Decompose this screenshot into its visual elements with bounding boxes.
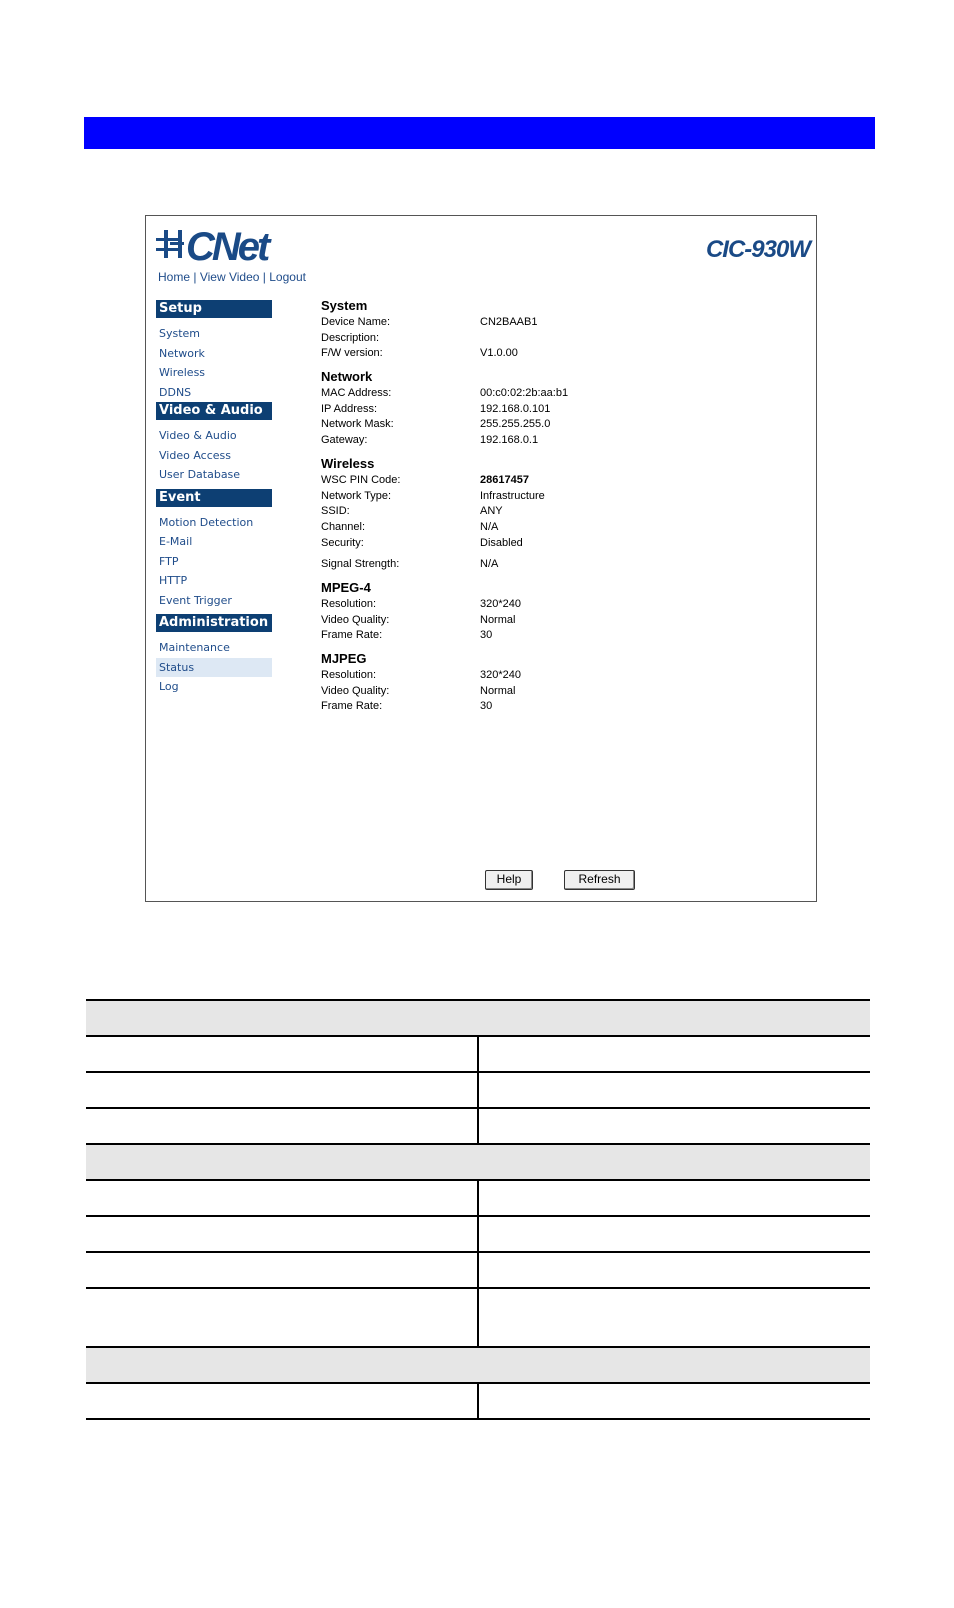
svg-text:CNet: CNet: [186, 225, 268, 268]
status-content: [321, 297, 801, 715]
table-cell: [86, 1252, 478, 1288]
status-row: [321, 346, 801, 362]
status-row: [321, 386, 801, 402]
row-label: Gateway:: [321, 434, 368, 447]
view-video-link[interactable]: View Video: [199, 270, 260, 284]
row-value: CN2BAAB1: [480, 316, 538, 328]
sidebar-item-status[interactable]: Status: [156, 658, 272, 678]
sidebar-item-log[interactable]: Log: [159, 680, 179, 693]
link-separator: |: [262, 270, 266, 284]
sidebar-item-maintenance[interactable]: Maintenance: [159, 641, 230, 654]
table-row: [86, 1252, 870, 1288]
table-section-header: [86, 1347, 870, 1383]
status-row: [321, 402, 801, 418]
table-cell: [86, 1180, 478, 1216]
section-title-network: Network: [321, 369, 373, 385]
table-header-cell: [86, 1144, 870, 1180]
row-value: 255.255.255.0: [480, 418, 551, 431]
row-value: V1.0.00: [480, 347, 518, 360]
status-row: [321, 331, 801, 347]
row-label: Resolution:: [321, 669, 377, 681]
status-row: [321, 684, 801, 700]
row-value: 320*240: [480, 669, 521, 681]
sidebar-item-http[interactable]: HTTP: [159, 574, 188, 587]
status-row: [321, 597, 801, 613]
row-value: Normal: [480, 684, 516, 697]
row-label: Resolution:: [321, 597, 377, 610]
table-cell: [478, 1252, 870, 1288]
table-cell: [478, 1036, 870, 1072]
row-value: N/A: [480, 558, 499, 571]
link-separator: |: [193, 270, 197, 284]
row-label: Frame Rate:: [321, 629, 383, 642]
status-row: [321, 433, 801, 449]
status-row: [321, 699, 801, 715]
sidebar-header-event: Event: [156, 489, 272, 507]
row-label: MAC Address:: [321, 387, 392, 400]
table-row: [86, 1216, 870, 1252]
row-value: Infrastructure: [480, 489, 545, 502]
row-value: 320*240: [480, 597, 521, 610]
table-row: [86, 1383, 870, 1419]
field-description-table: [86, 999, 870, 1420]
table-cell: [478, 1108, 870, 1144]
table-cell: [478, 1180, 870, 1216]
row-value: N/A: [480, 520, 499, 533]
section-title-mpeg4: MPEG-4: [321, 579, 371, 595]
sidebar-item-network[interactable]: Network: [159, 346, 205, 360]
sidebar-item-ddns[interactable]: DDNS: [159, 385, 192, 399]
row-value: 192.168.0.101: [480, 402, 551, 415]
row-label: IP Address:: [321, 402, 378, 415]
section-title-wireless: Wireless: [321, 455, 375, 471]
status-row: [321, 557, 801, 573]
sidebar-header-administration: Administration: [156, 614, 272, 632]
sidebar-item-email[interactable]: E-Mail: [159, 535, 193, 548]
row-value: 192.168.0.1: [480, 434, 539, 447]
table-row: [86, 1180, 870, 1216]
sidebar-item-motion-detection[interactable]: Motion Detection: [159, 515, 254, 529]
row-label: Video Quality:: [321, 613, 390, 626]
row-label: Device Name:: [321, 316, 391, 328]
refresh-button[interactable]: Refresh: [564, 870, 635, 890]
status-row: [321, 668, 801, 684]
table-section-header: [86, 1144, 870, 1180]
row-label: Channel:: [321, 520, 366, 533]
row-label: Video Quality:: [321, 684, 390, 697]
table-cell: [478, 1383, 870, 1419]
table-cell: [86, 1108, 478, 1144]
table-cell: [478, 1216, 870, 1252]
table-section-header: [86, 1000, 870, 1036]
table-row: [86, 1036, 870, 1072]
row-value: Disabled: [480, 536, 523, 549]
row-label: F/W version:: [321, 347, 383, 360]
sidebar: [156, 300, 272, 697]
home-link[interactable]: Home: [158, 270, 191, 284]
status-row: [321, 504, 801, 520]
section-header-bar: [84, 117, 875, 149]
section-title-system: System: [321, 298, 368, 313]
status-row: [321, 628, 801, 644]
table-cell: [478, 1288, 870, 1347]
row-label: WSC PIN Code:: [321, 473, 401, 486]
status-screen: [145, 215, 817, 902]
row-label: Frame Rate:: [321, 700, 383, 713]
logout-link[interactable]: Logout: [269, 270, 306, 284]
sidebar-header-setup: Setup: [156, 300, 272, 318]
row-value: 00:c0:02:2b:aa:b1: [480, 387, 569, 400]
table-cell: [478, 1072, 870, 1108]
sidebar-item-system[interactable]: System: [159, 327, 201, 340]
row-label: Network Mask:: [321, 418, 394, 431]
status-row: [321, 613, 801, 629]
table-cell: [86, 1216, 478, 1252]
table-header-cell: [86, 1347, 870, 1383]
table-header-cell: [86, 1000, 870, 1036]
cnet-logo: [154, 224, 294, 268]
row-label: Description:: [321, 331, 380, 344]
row-label: SSID:: [321, 505, 350, 518]
table-cell: [86, 1036, 478, 1072]
sidebar-item-wireless[interactable]: Wireless: [159, 366, 206, 379]
row-label: Network Type:: [321, 489, 392, 502]
table-cell: [86, 1072, 478, 1108]
status-row: [321, 315, 801, 331]
sidebar-item-video-access[interactable]: Video Access: [159, 448, 231, 462]
row-label: Security:: [321, 536, 364, 549]
sidebar-item-video-audio[interactable]: Video & Audio: [159, 429, 237, 442]
table-row: [86, 1108, 870, 1144]
row-value: Normal: [480, 613, 516, 626]
model-name: CIC-930W: [705, 236, 810, 263]
row-value: ANY: [480, 505, 503, 518]
row-value: 30: [480, 700, 493, 713]
sidebar-item-ftp[interactable]: FTP: [159, 554, 179, 568]
row-label: Signal Strength:: [321, 558, 400, 571]
status-row: [321, 417, 801, 433]
section-title-mjpeg: MJPEG: [321, 651, 367, 666]
sidebar-header-video-audio: Video & Audio: [156, 402, 272, 420]
top-links: [158, 270, 306, 284]
table-cell: [86, 1288, 478, 1347]
status-row: [321, 473, 801, 489]
sidebar-item-event-trigger[interactable]: Event Trigger: [159, 593, 232, 607]
table-row: [86, 1072, 870, 1108]
status-row: [321, 520, 801, 536]
table-row: [86, 1288, 870, 1347]
status-row: [321, 489, 801, 505]
help-button[interactable]: Help: [485, 870, 533, 890]
row-value: 28617457: [480, 473, 529, 486]
sidebar-item-user-database[interactable]: User Database: [159, 468, 241, 481]
table-cell: [86, 1383, 478, 1419]
status-row: [321, 536, 801, 552]
row-value: 30: [480, 629, 493, 642]
